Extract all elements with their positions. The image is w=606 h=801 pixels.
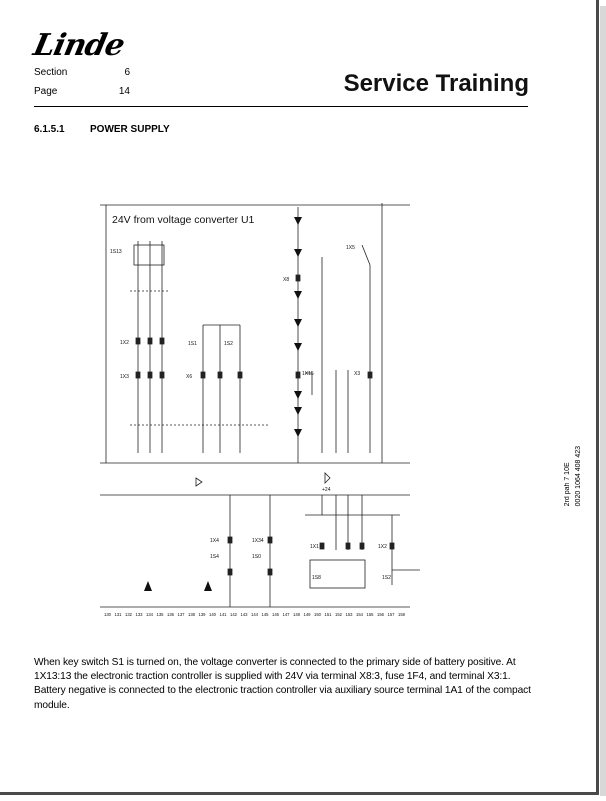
label-a2: 1S2 bbox=[382, 575, 391, 581]
label-x6: X6 bbox=[186, 374, 193, 380]
ruler-number: 130 bbox=[104, 612, 111, 617]
label-x3b: X3 bbox=[354, 371, 361, 377]
ruler-number: 157 bbox=[387, 612, 395, 617]
ruler-number: 156 bbox=[377, 612, 384, 617]
label-x1: 1X1 bbox=[310, 544, 319, 550]
section-heading bbox=[34, 124, 170, 135]
label-x15: 1X15 bbox=[302, 371, 314, 377]
document-code-line2: 0020 1064 408 423 bbox=[575, 446, 582, 507]
header-divider bbox=[34, 106, 528, 107]
ruler-number: 131 bbox=[114, 612, 122, 617]
ruler-number: 133 bbox=[135, 612, 143, 617]
page-meta bbox=[34, 86, 130, 97]
ruler-number: 134 bbox=[146, 612, 153, 617]
ruler-number: 146 bbox=[272, 612, 279, 617]
ruler-number: 145 bbox=[261, 612, 269, 617]
ruler-number: 158 bbox=[398, 612, 405, 617]
label-f150: 1S0 bbox=[252, 554, 261, 560]
label-a1: 1S8 bbox=[312, 575, 321, 581]
label-f154: 1S4 bbox=[210, 554, 219, 560]
ruler-number: 151 bbox=[324, 612, 332, 617]
ruler-number: 135 bbox=[156, 612, 164, 617]
column-ruler bbox=[104, 612, 406, 617]
ruler-number: 155 bbox=[366, 612, 374, 617]
ruler-number: 154 bbox=[356, 612, 363, 617]
ruler-number: 141 bbox=[219, 612, 227, 617]
ruler-number: 149 bbox=[303, 612, 311, 617]
label-f151: 1S1 bbox=[188, 341, 197, 347]
section-label: Section bbox=[34, 67, 68, 78]
label-s13: 1S13 bbox=[110, 249, 122, 255]
ruler-number: 132 bbox=[125, 612, 132, 617]
ruler-number: 139 bbox=[198, 612, 206, 617]
section-value: 6 bbox=[124, 67, 130, 78]
circuit-diagram bbox=[100, 195, 420, 625]
ruler-number: 144 bbox=[251, 612, 258, 617]
body-text bbox=[34, 656, 534, 713]
label-x34: 1X34 bbox=[252, 538, 264, 544]
page-label: Page bbox=[34, 86, 58, 97]
section-number: 6.1.5.1 bbox=[34, 124, 65, 135]
label-x2: 1X2 bbox=[120, 340, 129, 346]
ruler-number: 137 bbox=[177, 612, 185, 617]
label-x8: X8 bbox=[283, 277, 290, 283]
diagram-caption: 24V from voltage converter U1 bbox=[112, 214, 255, 226]
ruler-number: 143 bbox=[240, 612, 248, 617]
label-x2b: 1X2 bbox=[378, 544, 387, 550]
ruler-number: 148 bbox=[293, 612, 300, 617]
ruler-number: 136 bbox=[167, 612, 174, 617]
linde-logo: Linde bbox=[30, 28, 128, 63]
label-x4: 1X4 bbox=[210, 538, 219, 544]
label-x5: 1X5 bbox=[346, 245, 355, 251]
section-title: POWER SUPPLY bbox=[90, 124, 170, 135]
body-paragraph: When key switch S1 is turned on, the voltage converter is connected to the primary side of battery positive. At 1X13:13 the electronic traction controller is supplied with 24V via terminal X8:3, fuse 1F4, and terminal X3:1. Battery negative is connected to the electronic traction controller via auxiliary source terminal 1A1 of the compact module. bbox=[34, 657, 531, 711]
label-volts: +24 bbox=[322, 487, 331, 493]
ruler-number: 142 bbox=[230, 612, 237, 617]
section-meta bbox=[34, 67, 130, 78]
ruler-number: 147 bbox=[282, 612, 290, 617]
document-code bbox=[562, 446, 584, 506]
label-f152: 1S2 bbox=[224, 341, 233, 347]
page-value: 14 bbox=[118, 86, 130, 97]
ruler-number: 152 bbox=[335, 612, 342, 617]
document-code-line1: 2rd pah 7 10E bbox=[564, 462, 571, 507]
label-x3: 1X3 bbox=[120, 374, 129, 380]
ruler-number: 140 bbox=[209, 612, 216, 617]
ruler-number: 138 bbox=[188, 612, 195, 617]
ruler-number: 150 bbox=[314, 612, 321, 617]
ruler-number: 153 bbox=[345, 612, 353, 617]
page-title: Service Training bbox=[343, 70, 529, 97]
